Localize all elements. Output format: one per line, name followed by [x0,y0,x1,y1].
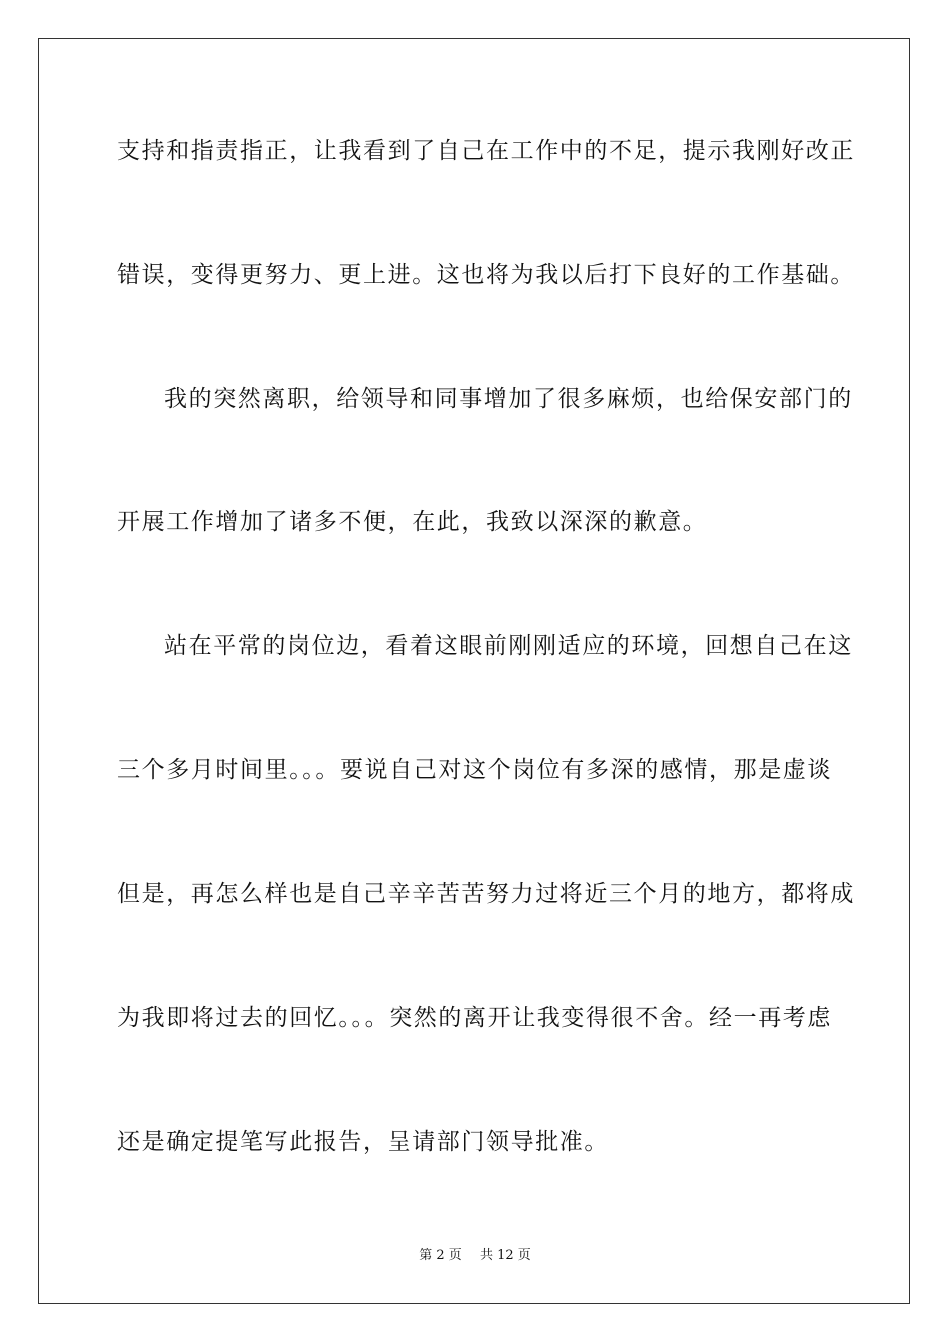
total-pages: 共 12 页 [479,1248,531,1263]
page-border [38,38,910,1304]
body-text-line: 错误，变得更努力、更上进。这也将为我以后打下良好的工作基础。 [117,262,855,288]
page-footer [0,1247,950,1265]
body-text-line: 为我即将过去的回忆。。。突然的离开让我变得很不舍。经一再考虑 [117,1005,832,1031]
body-text-line: 开展工作增加了诸多不便，在此，我致以深深的歉意。 [117,509,708,535]
page-number: 第 2 页 [419,1248,462,1263]
body-text-line: 还是确定提笔写此报告，呈请部门领导批准。 [117,1129,609,1155]
paragraph-start-line: 我的突然离职，给领导和同事增加了很多麻烦，也给保安部门的 [164,386,853,412]
body-text-line: 三个多月时间里。。。要说自己对这个岗位有多深的感情，那是虚谈 [117,757,832,783]
body-text-line: 但是，再怎么样也是自己辛辛苦苦努力过将近三个月的地方，都将成 [117,881,855,907]
paragraph-start-line: 站在平常的岗位边，看着这眼前刚刚适应的环境，回想自己在这 [164,633,853,659]
body-text-line: 支持和指责指正，让我看到了自己在工作中的不足，提示我刚好改正 [117,138,855,164]
